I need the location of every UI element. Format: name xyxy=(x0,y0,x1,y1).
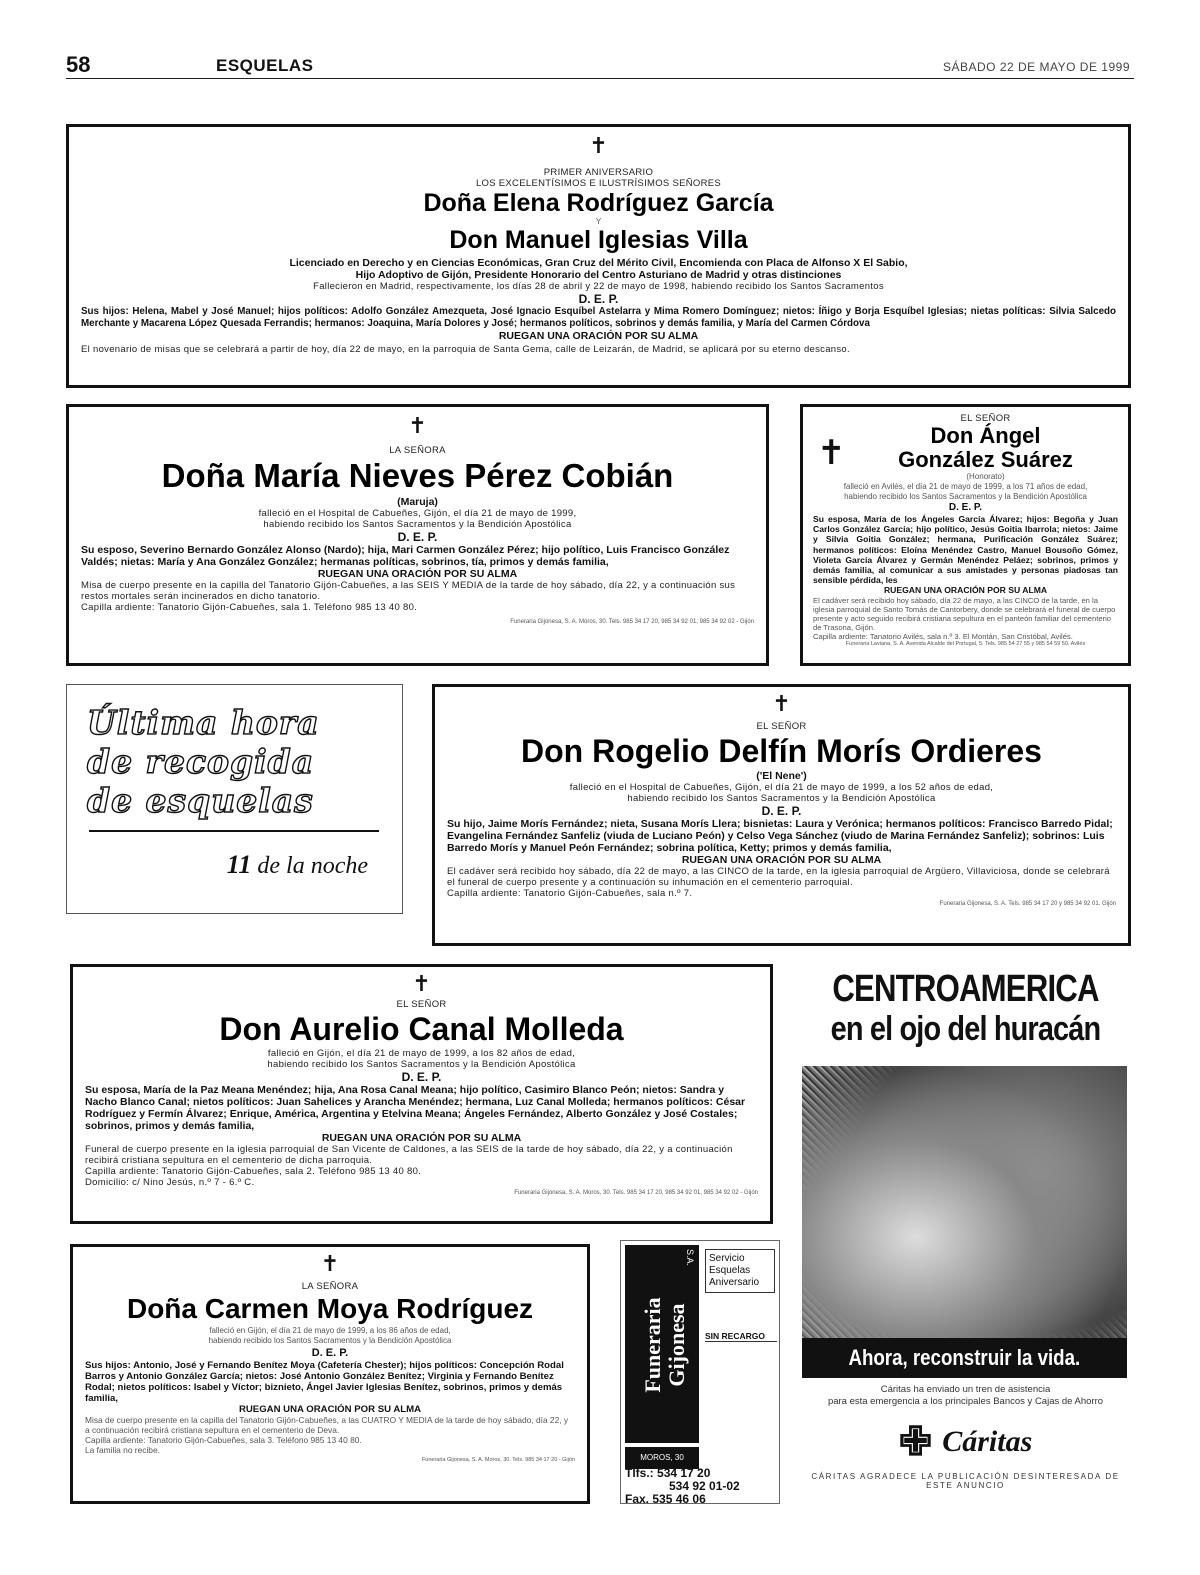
caritas-logo xyxy=(800,1419,1131,1464)
prayer-request: RUEGAN UNA ORACIÓN POR SU ALMA xyxy=(883,585,1048,596)
family-note: La familia no recibe. xyxy=(85,1445,160,1455)
notice-iglesias-rodriguez xyxy=(66,124,1131,388)
last-call-hour: 11 xyxy=(226,850,252,879)
chapel-info: Capilla ardiente: Tanatorio Gijón-Cabueñes, sala 2. Teléfono 985 13 40 80. xyxy=(85,1166,422,1177)
funeraria-no-charge: SIN RECARGO xyxy=(705,1331,777,1342)
cross-icon: ✝ xyxy=(412,971,431,996)
ad-headline: CENTROAMERICA xyxy=(832,968,1099,1010)
mass-note: Misa de cuerpo presente en la capilla del Tanatorio Gijón-Cabueñes, a las SEIS Y MEDIA de la tarde de hoy sábado, día 22, y a continuación sus restos mortales serán incinerados en dicho tanatorio. xyxy=(81,580,736,602)
dep: D. E. P. xyxy=(948,502,983,513)
death-details: habiendo recibido los Santos Sacramentos y la Bendición Apostólica xyxy=(208,1336,452,1345)
ad-banner xyxy=(802,1338,1127,1378)
ad-subheadline: en el ojo del huracán xyxy=(830,1010,1101,1048)
notice-pre: EL SEÑOR xyxy=(960,413,1011,424)
section-title: ESQUELAS xyxy=(216,56,314,75)
deceased-alias: (Honorato) xyxy=(966,472,1005,481)
family-list: Sus hijos: Helena, Mabel y José Manuel; hijos políticos: Adolfo González Amezqueta, José Ignacio Esquíbel Astelarra y Mima Romero Domínguez; nietos: Íñigo y Borja Esquíbel Iglesias; nietas políticas: Silvia Salcedo Merchante y Macarena López Quesada Ferrandis; hermanos: Joaquina, María Dolores y José; hermanos políticos, sobrinos y demás familia, y María del Carmen Córdova xyxy=(81,306,1116,329)
funeraria-services xyxy=(705,1249,775,1293)
deceased-name: Don Manuel Iglesias Villa xyxy=(449,226,748,254)
deceased-name: Don Rogelio Delfín Morís Ordieres xyxy=(521,733,1042,769)
family-list: Su esposa, María de los Ángeles García Álvarez; hijos: Begoña y Juan Carlos González García; hijo político, Jesús Goitia Ibarrola; nietos: Jaime y Silvia Goitia González; hermana, Purificación González Suárez; hermanos políticos: Eloína Menéndez Castro, Manuel Bousoño Gómez, Violeta García Álvarez y Germán Menéndez Peláez; sobrinos, primos y demás familia, al comunicar a sus amistades y personas piadosas tan sensible pérdida, les xyxy=(813,514,1118,586)
family-list: Su esposo, Severino Bernardo González Alonso (Nardo); hija, Mari Carmen González Pérez; hijo político, Luis Francisco González Valdés; nietas: María y Ana González González; hermanas políticas, sobrinos, tía, primos y demás familia, xyxy=(81,544,730,568)
cross-icon: ✝ xyxy=(772,691,791,716)
prayer-request: RUEGAN UNA ORACIÓN POR SU ALMA xyxy=(321,1132,522,1144)
mass-note: El novenario de misas que se celebrará a partir de hoy, día 22 de mayo, en la parroquia de Santa Gema, calle de Leizarán, de Madrid, se aplicará por su eterno descanso. xyxy=(81,344,850,355)
caritas-logo-text: Cáritas xyxy=(942,1425,1033,1458)
death-details: falleció en Gijón, el día 21 de mayo de 1999, a los 82 años de edad, xyxy=(267,1048,576,1059)
notice-gonzalez-suarez xyxy=(800,404,1131,666)
last-call-time xyxy=(87,850,382,880)
dep: D. E. P. xyxy=(397,530,438,544)
mass-note: Misa de cuerpo presente en la capilla del Tanatorio Gijón-Cabueñes, a las CUATRO Y MEDIA de la tarde de hoy sábado, día 22, y a continuación recibirá cristiana sepultura en el cementerio de Deva. xyxy=(85,1415,569,1435)
chapel-info: Capilla ardiente: Tanatorio Avilés, sala n.º 3. El Montán, San Cristóbal, Avilés. xyxy=(813,631,1073,641)
funeraria-phones xyxy=(625,1467,740,1506)
funeraria-logo-panel xyxy=(625,1245,699,1443)
funeral-home-footer: Funeraria Gijonesa, S. A. Moros, 30. Tels. 985 34 17 20, 985 34 92 01, 985 34 92 02 - Gijón xyxy=(514,1190,758,1196)
death-details: falleció en Gijón, el día 21 de mayo de 1999, a los 86 años de edad, xyxy=(209,1326,451,1335)
notice-pre: LOS EXCELENTÍSIMOS E ILUSTRÍSIMOS SEÑORES xyxy=(475,178,722,189)
funeraria-sa: S.A. xyxy=(685,1249,695,1267)
funeraria-name-line: Funeraria xyxy=(640,1297,665,1393)
service-line: Aniversario xyxy=(709,1277,760,1288)
death-details: Fallecieron en Madrid, respectivamente, los días 28 de abril y 22 de mayo de 1998, habiendo recibido los Santos Sacramentos xyxy=(313,281,884,292)
tel-number: 534 17 20 xyxy=(657,1466,711,1480)
family-list: Su hijo, Jaime Morís Fernández; nieta, Susana Morís Llera; bisnietas: Laura y Verónica; hermanos políticos: Francisco Barredo Pidal; Evangelina Fernández Sanfeliz (viuda de Luciano Peón) y Celso Vega Sánchez (viudo de Marina Fernández Sanfeliz); sobrinos: Luis Barredo Morís y Manuel Peón Fernández; sobrina política, Ketty; primos y demás familia, xyxy=(447,818,1113,854)
notice-pre: LA SEÑORA xyxy=(301,1281,359,1292)
funeral-home-footer: Funeraria Gijonesa, S. A. Moros, 30. Tels. 985 34 17 20 - Gijón xyxy=(421,1457,575,1463)
tel-number: 534 92 01-02 xyxy=(669,1479,740,1493)
notice-pre: EL SEÑOR xyxy=(396,999,447,1010)
dep: D. E. P. xyxy=(761,804,802,818)
death-details: habiendo recibido los Santos Sacramentos y la Bendición Apostólica xyxy=(263,519,572,530)
death-details: falleció en el Hospital de Cabueñes, Gijón, el día 21 de mayo de 1999, a los 52 años de edad, xyxy=(569,782,994,793)
deceased-alias: (Maruja) xyxy=(397,496,438,508)
prayer-request: RUEGAN UNA ORACIÓN POR SU ALMA xyxy=(681,854,882,866)
notice-pre: LA SEÑORA xyxy=(389,445,446,456)
caritas-cross-icon: ✙ xyxy=(898,1419,933,1464)
fax-label: Fax. xyxy=(625,1492,650,1506)
name-conjunction: Y xyxy=(595,217,602,226)
deceased-titles: Hijo Adoptivo de Gijón, Presidente Honorario del Centro Asturiano de Madrid y otras distinciones xyxy=(355,269,842,281)
prayer-request: RUEGAN UNA ORACIÓN POR SU ALMA xyxy=(317,568,518,580)
deceased-name: Doña María Nieves Pérez Cobián xyxy=(161,457,674,494)
funeral-home-footer: Funeraria Gijonesa, S. A. Moros, 30. Tels. 985 34 17 20, 985 34 92 01, 985 34 92 02 - Gijón xyxy=(510,619,754,625)
ad-banner-text: Ahora, reconstruir la vida. xyxy=(848,1345,1081,1370)
deceased-alias: ('El Nene') xyxy=(756,770,807,782)
prayer-request: RUEGAN UNA ORACIÓN POR SU ALMA xyxy=(238,1404,422,1415)
funeral-home-footer: Funeraria Gijonesa, S. A. Tels. 985 34 17 20 y 985 34 92 01. Gijón xyxy=(939,901,1116,907)
death-details: falleció en el Hospital de Cabueñes, Gijón, el día 21 de mayo de 1999, xyxy=(258,508,577,519)
deceased-titles: Licenciado en Derecho y en Ciencias Económicas, Gran Cruz del Mérito Civil, Encomienda con Placa de Alfonso X El Sabio, xyxy=(289,257,908,269)
funeraria-name-line: Gijonesa xyxy=(664,1303,689,1387)
death-details: habiendo recibido los Santos Sacramentos y la Bendición Apostólica xyxy=(267,1059,576,1070)
tel-label: Tlfs.: xyxy=(625,1466,654,1480)
family-list: Su esposa, María de la Paz Meana Menéndez; hija, Ana Rosa Canal Meana; hijo político, Casimiro Blanco Peón; nietos: Sandra y Nacho Blanco Canal; nietos políticos: Juan Sahelices y Arancha Menéndez; hermana, Luz Canal Molleda; hermanos políticos: César Rodríguez y Fermín Álvarez; Enrique, América, Argentina y Etelvina Meana; Ángeles Fernández, Alberto González y José Costales; sobrinos, primos y demás familia, xyxy=(85,1084,746,1132)
cross-icon: ✝ xyxy=(589,133,608,158)
chapel-info: Capilla ardiente: Tanatorio Gijón-Cabueñes, sala 1. Teléfono 985 13 40 80. xyxy=(81,602,418,613)
burial-note: Funeral de cuerpo presente en la iglesia parroquial de San Vicente de Caldones, a las SEIS de la tarde de hoy sábado, día 22, y a continuación recibirá cristiana sepultura en el cementerio de dicha parroquia. xyxy=(85,1144,733,1166)
last-call-line: de recogida xyxy=(87,742,315,781)
last-call-time-text: de la noche xyxy=(257,853,368,879)
home-address: Domicilio: c/ Nino Jesús, n.º 7 - 6.º C. xyxy=(85,1177,255,1188)
service-line: Servicio xyxy=(709,1253,745,1264)
notice-moris-ordieres xyxy=(432,684,1131,946)
notice-canal-molleda xyxy=(70,964,773,1224)
dep: D. E. P. xyxy=(578,292,619,306)
last-call-notice xyxy=(66,684,403,914)
funeraria-ad xyxy=(620,1240,780,1504)
funeraria-address: MOROS, 30 xyxy=(625,1447,699,1469)
ad-small-text: Cáritas ha enviado un tren de asistencia xyxy=(880,1384,1051,1395)
chapel-info: Capilla ardiente: Tanatorio Gijón-Cabueñes, sala n.º 7. xyxy=(447,888,693,899)
ad-footer: CÁRITAS AGRADECE LA PUBLICACIÓN DESINTERESADA DE ESTE ANUNCIO xyxy=(811,1472,1120,1490)
notice-perez-cobian xyxy=(66,404,769,666)
chapel-info: Capilla ardiente: Tanatorio Gijón-Cabueñes, sala 3. Teléfono 985 13 40 80. xyxy=(85,1435,362,1445)
burial-note: El cadáver será recibido hoy sábado, día 22 de mayo, a las CINCO de la tarde, en la iglesia parroquial de Santo Tomás de Cantorbery, donde se celebrará el funeral de cuerpo presente y acto seguido recibirá cristiana sepultura en el panteón familiar del cementerio de Trasona, Gijón. xyxy=(813,595,1116,632)
last-call-rule xyxy=(89,830,379,832)
cross-icon: ✝ xyxy=(817,434,846,472)
deceased-name: Doña Elena Rodríguez García xyxy=(423,189,774,217)
dep: D. E. P. xyxy=(401,1070,442,1084)
notice-moya-rodriguez xyxy=(70,1244,590,1504)
hurricane-photo xyxy=(802,1066,1127,1378)
deceased-name: Don Ángel xyxy=(930,423,1041,448)
burial-note: El cadáver será recibido hoy sábado, día 22 de mayo, a las CINCO de la tarde, en la iglesia parroquial de Argüero, Villaviciosa, donde se celebrará el funeral de cuerpo presente y a continuación su inhumación en el cementerio parroquial. xyxy=(447,866,1110,888)
page-number: 58 xyxy=(66,52,91,77)
notice-pre: EL SEÑOR xyxy=(756,721,807,732)
death-details: habiendo recibido los Santos Sacramentos y la Bendición Apostólica xyxy=(844,492,1087,501)
notice-pre: PRIMER ANIVERSARIO xyxy=(543,167,654,178)
death-details: falleció en Avilés, el día 21 de mayo de 1999, a los 71 años de edad, xyxy=(843,482,1088,491)
service-line: Esquelas xyxy=(709,1265,751,1276)
deceased-name: Doña Carmen Moya Rodríguez xyxy=(126,1293,534,1324)
funeral-home-footer: Funeraria Laviana, S. A. Avenida Alcalde del Portugal, 5. Tels. 985 54 27 55 y 985 54 59 50. Avilés xyxy=(845,640,1086,647)
prayer-request: RUEGAN UNA ORACIÓN POR SU ALMA xyxy=(498,330,699,342)
deceased-name: Don Aurelio Canal Molleda xyxy=(219,1011,624,1047)
issue-date: SÁBADO 22 DE MAYO DE 1999 xyxy=(942,60,1130,74)
deceased-name: González Suárez xyxy=(898,447,1073,472)
cross-icon: ✝ xyxy=(320,1251,340,1276)
last-call-line: de esquelas xyxy=(87,781,314,820)
funeraria-name xyxy=(641,1297,689,1392)
ad-small-text: para esta emergencia a los principales Bancos y Cajas de Ahorro xyxy=(827,1396,1104,1407)
dep: D. E. P. xyxy=(311,1347,349,1359)
fax-number: 535 46 06 xyxy=(652,1492,706,1506)
header-rule xyxy=(66,78,1134,79)
last-call-line: Última hora xyxy=(87,703,320,742)
caritas-ad xyxy=(800,968,1131,1490)
family-list: Sus hijos: Antonio, José y Fernando Benítez Moya (Cafetería Chester); hijos políticos: Concepción Rodal Barros y Antonio González García; nietos: José Antonio González Benítez; Virginia y Fernando Benítez Rodal; nietos políticos: Isabel y Víctor; biznieto, Ángel Javier Iglesias Benítez, sobrinos, primos y demás familia, xyxy=(85,1360,564,1404)
cross-icon: ✝ xyxy=(408,413,427,438)
death-details: habiendo recibido los Santos Sacramentos y la Bendición Apostólica xyxy=(627,793,936,804)
